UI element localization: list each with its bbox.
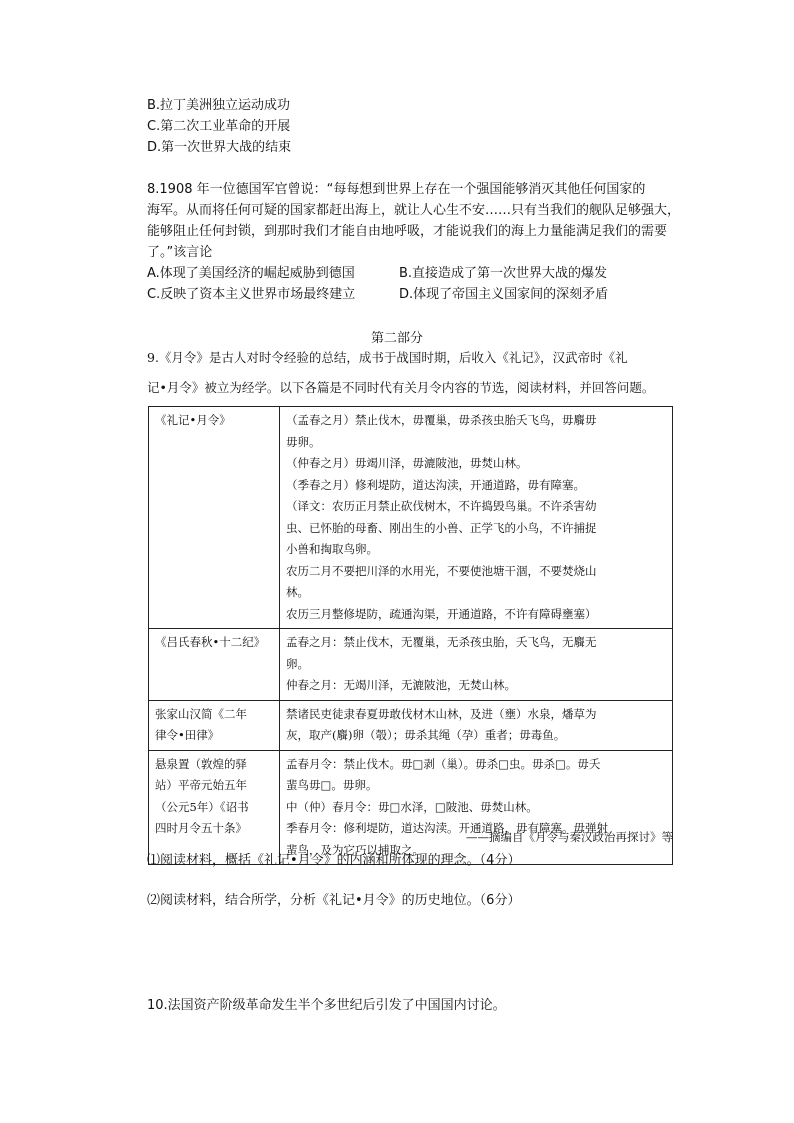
q8-stem-line: 海军。从而将任何可疑的国家都赶出海上，就让人心生不安……只有当我们的舰队足够强大， [147,203,681,218]
content-line: 中（仲）春月令：毋□水泽，□陂池、毋焚山林。 [286,799,538,814]
content-line: 蜚鸟，及为它巧以捕取之。 [286,842,424,857]
q10-stem: 10.法国资产阶级革命发生半个多世纪后引发了中国国内讨论。 [147,998,506,1013]
source-line: 悬泉置（敦煌的驿 [155,756,247,771]
q7-option-d: D.第一次世界大战的结束 [147,140,292,155]
q8-option-c: C.反映了资本主义世界市场最终建立 [147,287,356,302]
content-line: 农历二月不要把川泽的水用光，不要使池塘干涸，不要焚烧山 [286,563,597,578]
table-row [149,700,673,750]
table-row [149,407,673,629]
q9-intro-line: 记•月令》被立为经学。以下各篇是不同时代有关月令内容的节选，阅读材料，并回答问题。 [147,380,655,395]
content-line: （仲春之月）毋竭川泽，毋漉陂池，毋焚山林。 [286,456,528,470]
content-line: 季春月令：修利堤防，道达沟渎。开通道路，毋有障塞。毋弹射 [286,821,608,835]
content-cell [280,750,673,865]
q7-option-c: C.第二次工业革命的开展 [147,119,291,134]
q8-options-row-2 [147,285,608,305]
content-line: 孟春之月：禁止伐木，无覆巢，无杀孩虫胎，夭飞鸟，无麛无 [286,635,597,649]
content-line: （孟春之月）禁止伐木，毋覆巢，毋杀孩虫胎夭飞鸟，毋麛毋 [286,413,597,427]
q9-intro-line: 9.《月令》是古人对时令经验的总结，成书于战国时期，后收入《礼记》，汉武帝时《礼 [147,350,628,365]
q9-subquestion-2: ⑵阅读材料，结合所学，分析《礼记•月令》的历史地位。（6分） [147,893,521,908]
content-cell [280,629,673,701]
q8-option-d: D.体现了帝国主义国家间的深刻矛盾 [399,287,609,302]
material-source-note: ——摘编自《月令与秦汉政治再探讨》等 [466,830,673,844]
source-line: 《吕氏春秋•十二纪》 [155,635,266,649]
q7-option-b: B.拉丁美洲独立运动成功 [147,98,291,113]
source-line: （公元5年）《诏书 [155,799,249,814]
part-two-heading: 第二部分 [370,331,423,346]
source-line: 律令•田律》 [155,728,220,742]
content-line: 毋卵。 [286,434,321,449]
source-cell [149,629,280,701]
q8-options-row-1 [147,264,607,284]
content-line: 农历三月整修堤防，疏通沟渠，开通道路，不许有障碍壅塞） [286,606,597,621]
q8-option-a: A.体现了美国经济的崛起威胁到德国 [147,266,355,281]
content-line: （季春之月）修利堤防，道达沟渎，开通道路，毋有障塞。 [286,477,585,492]
content-line: 孟春月令：禁止伐木。毋□剥（巢）。毋杀□虫。毋杀□。毋夭 [286,756,601,771]
source-line: 张家山汉简《二年 [155,706,247,721]
content-line: （译文：农历正月禁止砍伐树木，不许捣毁鸟巢。不许杀害幼 [286,499,597,513]
q8-stem-line: 了。”该言论 [147,245,213,260]
q8-option-b: B.直接造成了第一次世界大战的爆发 [399,266,608,281]
q8-stem-line: 能够阻止任何封锁，到那时我们才能自由地呼吸，才能说我们的海上力量能满足我们的需要 [147,224,668,239]
q9-material-table [148,406,673,865]
content-line: 仲春之月：无竭川泽，无漉陂池，无焚山林。 [286,678,516,692]
source-cell [149,407,280,629]
content-line: 禁诸民吏徒隶春夏毋敢伐材木山林，及进（壅）水泉，燔草为 [286,706,597,721]
content-cell [280,407,673,629]
source-line: 站）平帝元始五年 [155,778,247,792]
table-row [149,750,673,865]
content-cell [280,700,673,750]
content-line: 蜚鸟毋□。毋卵。 [286,778,378,792]
source-line: 四时月令五十条》 [155,821,247,835]
source-line: 《礼记•月令》 [155,413,231,427]
content-line: 小兽和掏取鸟卵。 [286,542,378,556]
source-cell [149,700,280,750]
source-cell [149,750,280,865]
content-line: 林。 [286,585,309,599]
content-line: 灰，取产(麛)卵（彀）；毋杀其绳（孕）重者；毋毒鱼。 [286,728,566,742]
content-line: 卵。 [286,656,309,671]
q9-subquestion-1: ⑴阅读材料，概括《礼记•月令》的内涵和所体现的理念。（4分） [147,853,521,868]
content-line: 虫、已怀胎的母畜、刚出生的小兽、正学飞的小鸟，不许捕捉 [286,520,597,535]
q8-stem-line: 8.1908 年一位德国军官曾说：“每每想到世界上存在一个强国能够消灭其他任何国家的 [147,182,646,197]
table-row [149,629,673,701]
